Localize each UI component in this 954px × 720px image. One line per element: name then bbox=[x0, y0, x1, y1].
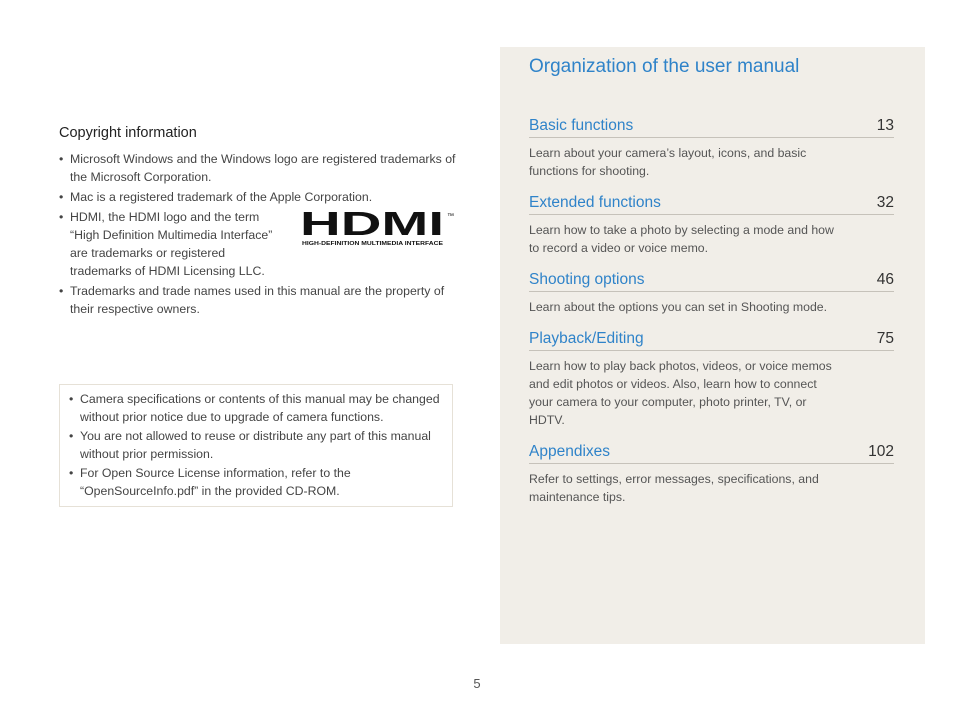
toc-entry-header bbox=[529, 330, 894, 351]
toc-entry-page: 13 bbox=[876, 117, 894, 134]
toc-entry-page: 75 bbox=[876, 330, 894, 347]
toc-entry-title[interactable]: Appendixes bbox=[529, 443, 611, 460]
copyright-section bbox=[59, 125, 459, 320]
notice-bullet: • You are not allowed to reuse or distribute any part of this manual without prior permission. bbox=[69, 427, 442, 463]
toc-entry-header bbox=[529, 271, 894, 292]
toc-entry-description: Learn how to play back photos, videos, or voice memos and edit photos or videos. Also, learn how to connect your camera to your computer, photo printer, TV, or HDTV. bbox=[529, 359, 832, 427]
hdmi-trademark: ™ bbox=[447, 213, 454, 220]
notice-list bbox=[69, 390, 442, 500]
copyright-bullet-hdmi bbox=[59, 208, 459, 280]
toc-entry-title[interactable]: Shooting options bbox=[529, 271, 645, 288]
toc-entry-page: 102 bbox=[868, 443, 894, 460]
toc-entry-description: Learn about your camera’s layout, icons, and basic functions for shooting. bbox=[529, 146, 807, 178]
copyright-title: Copyright information bbox=[59, 125, 197, 141]
toc-entry-page: 32 bbox=[876, 194, 894, 211]
toc-entry-basic-functions[interactable] bbox=[529, 117, 894, 180]
toc-entry-extended-functions[interactable] bbox=[529, 194, 894, 257]
copyright-bullet: • Mac is a registered trademark of the Apple Corporation. bbox=[59, 188, 459, 206]
notice-box bbox=[59, 384, 453, 507]
notice-bullet: • Camera specifications or contents of this manual may be changed without prior notice due to upgrade of camera functions. bbox=[69, 390, 442, 426]
toc-entry-appendixes[interactable] bbox=[529, 443, 894, 506]
toc-entry-description: Refer to settings, error messages, specifications, and maintenance tips. bbox=[529, 472, 819, 504]
hdmi-logo-icon bbox=[300, 210, 458, 250]
table-of-contents bbox=[529, 117, 894, 520]
organization-title: Organization of the user manual bbox=[529, 56, 800, 77]
toc-entry-title[interactable]: Playback/Editing bbox=[529, 330, 644, 347]
copyright-bullet-text: • HDMI, the HDMI logo and the term “High Definition Multimedia Interface” are trademarks or registered trademarks of HDMI Licensing LLC. bbox=[70, 210, 273, 278]
toc-entry-playback-editing[interactable] bbox=[529, 330, 894, 429]
toc-entry-header bbox=[529, 443, 894, 464]
organization-panel bbox=[500, 47, 925, 644]
page-number: 5 bbox=[473, 676, 481, 691]
notice-bullet: • For Open Source License information, refer to the “OpenSourceInfo.pdf” in the provided CD-ROM. bbox=[69, 464, 442, 500]
toc-entry-title[interactable]: Extended functions bbox=[529, 194, 661, 211]
toc-entry-page: 46 bbox=[876, 271, 894, 288]
copyright-list bbox=[59, 150, 459, 318]
copyright-bullet: • Microsoft Windows and the Windows logo are registered trademarks of the Microsoft Corporation. bbox=[59, 150, 459, 186]
toc-entry-title[interactable]: Basic functions bbox=[529, 117, 634, 134]
toc-entry-description: Learn how to take a photo by selecting a mode and how to record a video or voice memo. bbox=[529, 223, 834, 255]
toc-entry-shooting-options[interactable] bbox=[529, 271, 894, 316]
hdmi-tagline: HIGH-DEFINITION MULTIMEDIA INTERFACE bbox=[302, 241, 444, 247]
copyright-bullet: • Trademarks and trade names used in this manual are the property of their respective owners. bbox=[59, 282, 459, 318]
toc-entry-header bbox=[529, 117, 894, 138]
toc-entry-header bbox=[529, 194, 894, 215]
toc-entry-description: Learn about the options you can set in Shooting mode. bbox=[529, 300, 828, 314]
hdmi-wordmark: HDMI bbox=[300, 210, 444, 242]
